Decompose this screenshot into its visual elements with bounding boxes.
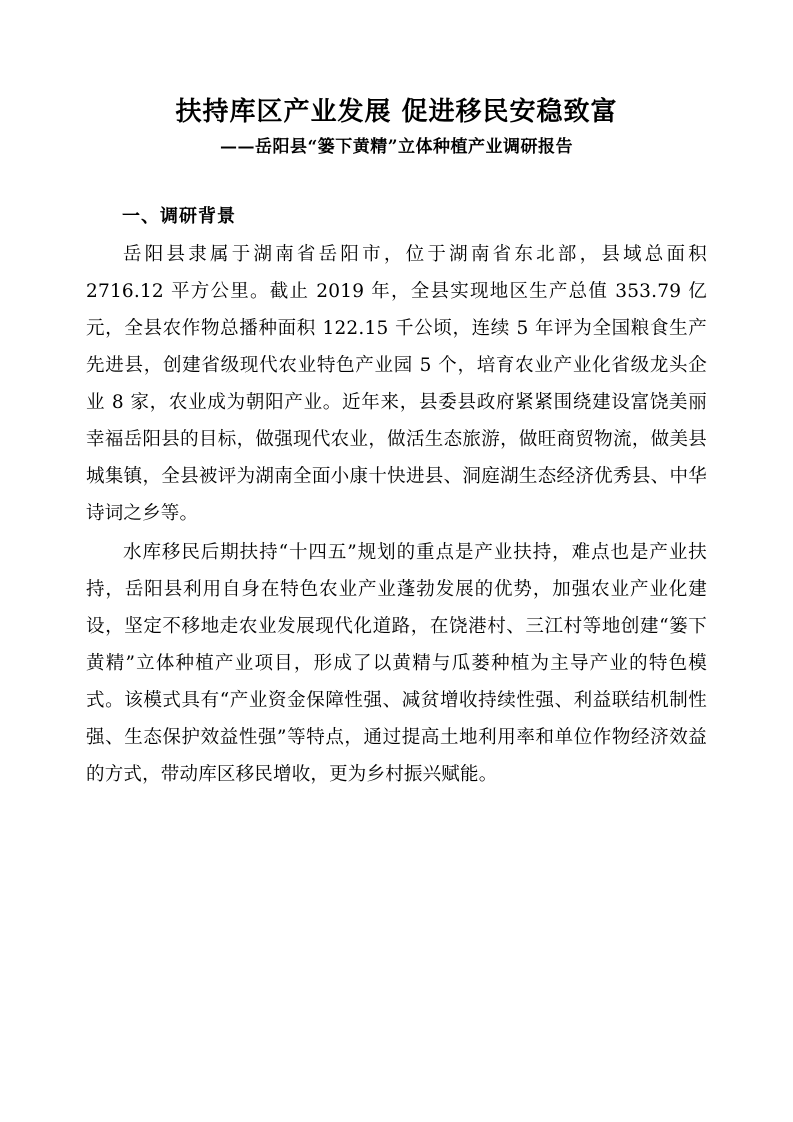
paragraph-background-1: 岳阳县隶属于湖南省岳阳市，位于湖南省东北部，县域总面积 2716.12 平方公里。截止 2019 年，全县实现地区生产总值 353.79 亿元，全县农作物总播种面积 122.15 千公顷，连续 5 年评为全国粮食生产先进县，创建省级现代农业特色产业园 5 个，培育农业产业化省级龙头企业 8 家，农业成为朝阳产业。近年来，县委县政府紧紧围绕建设富饶美丽幸福岳阳县的目标，做强现代农业，做活生态旅游，做旺商贸物流，做美县城集镇，全县被评为湖南全面小康十快进县、洞庭湖生态经济优秀县、中华诗词之乡等。: [86, 243, 707, 524]
page-title: 扶持库区产业发展 促进移民安稳致富: [175, 97, 618, 127]
paragraph-background-2: 水库移民后期扶持“十四五”规划的重点是产业扶持，难点也是产业扶持，岳阳县利用自身在特色农业产业蓬勃发展的优势，加强农业产业化建设，坚定不移地走农业发展现代化道路，在饶港村、三江村等地创建“篓下黄精”立体种植产业项目，形成了以黄精与瓜蒌种植为主导产业的特色模式。该模式具有“产业资金保障性强、减贫增收持续性强、利益联结机制性强、生态保护效益性强”等特点，通过提高土地利用率和单位作物经济效益的方式，带动库区移民增收，更为乡村振兴赋能。: [86, 541, 707, 785]
section-heading-background: 一、调研背景: [122, 205, 236, 227]
page-subtitle: ——岳阳县“篓下黄精”立体种植产业调研报告: [219, 136, 574, 157]
